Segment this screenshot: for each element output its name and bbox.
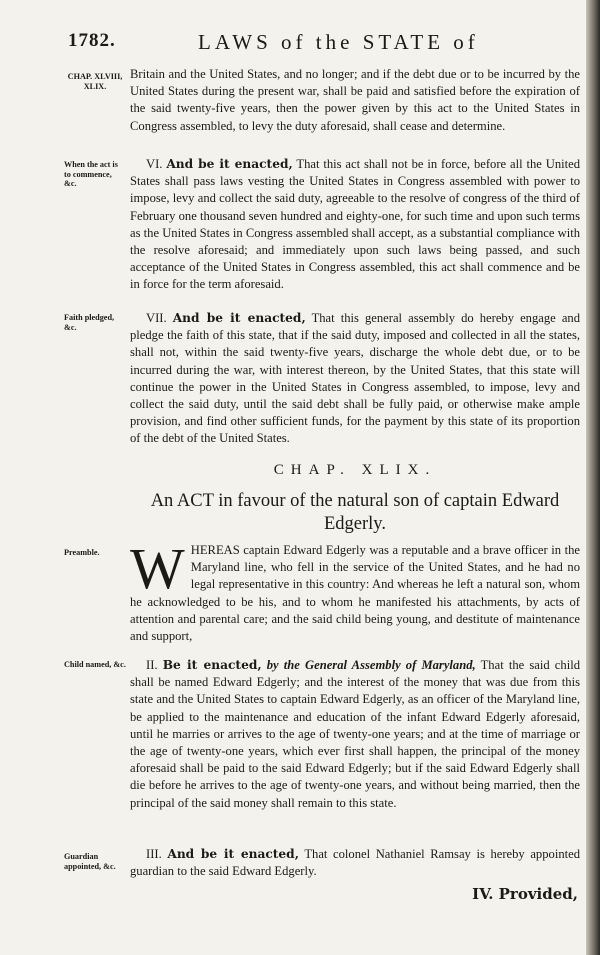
paragraph-continuation (130, 66, 580, 135)
book-spine-shadow (586, 0, 600, 955)
section-iii-text (130, 846, 580, 880)
margin-note-faith: Faith pledged, &c. (64, 313, 115, 332)
margin-note-child: Child named, &c. (64, 660, 126, 669)
section-ii (130, 657, 580, 812)
section-iii (130, 846, 580, 880)
section-vi-number: VI. (146, 157, 163, 171)
section-vi-lead: And be it enacted, (166, 157, 293, 171)
section-ii-lead: Be it enacted, (162, 658, 262, 672)
section-ii-number: II. (146, 658, 158, 672)
act-title: An ACT in favour of the natural son of captain Edward Edgerly. (150, 491, 560, 534)
paragraph-text: Britain and the United States, and no longer; and if the debt due or to be incurred by the United States during the present war, shall be paid and satisfied before the expiration of the said twenty-five years, then the power given by this act to the United States in Congress assembled, to levy the duty aforesaid, shall cease and determine. (130, 67, 580, 133)
page-year: 1782. (68, 30, 116, 51)
margin-note-preamble: Preamble. (64, 548, 100, 557)
margin-note-guardian: Guardian appointed, &c. (64, 852, 116, 871)
section-vii-lead: And be it enacted, (172, 311, 306, 325)
section-iii-lead: And be it enacted, (167, 847, 299, 861)
section-vii-text (130, 310, 580, 448)
section-vii-body: That this general assembly do hereby engage and pledge the faith of this state, that if the said duty, imposed and collected in all the states, shall not, within the said twenty-five years, discharge the whole debt due, or to be incurred during the war, with interest thereon, by the United States, that this state will continue the power in the United States in Congress assembled, to impose, levy and collect the said duty, until the said debt shall be fully paid, or otherwise make ample provision, and find other sufficient funds, for the payment by this state of its proportion of the debt of the United States. (130, 311, 581, 446)
section-vi (130, 156, 580, 294)
catchword: IV. Provided, (472, 885, 578, 903)
drop-cap: W (130, 536, 185, 601)
section-iii-number: III. (146, 847, 162, 861)
section-vi-body: That this act shall not be in force, before all the United States shall pass laws vesting the United States in Congress assembled with power to impose, levy and collect the said duty, agreeable to the resolve of congress of the third of February one thousand seven hundred and eighty-one, for such time and upon such terms as the United States in Congress assembled shall accept, as a substantial compliance with the resolve aforesaid; and immediately upon such laws being passed, and such acceptance of the United States in Congress assembled, this act shall commence and be in force for the term aforesaid. (130, 157, 580, 292)
section-vi-text (130, 156, 580, 294)
margin-note-commence: When the act is to commence, &c. (64, 160, 118, 189)
preamble-body: HEREAS captain Edward Edgerly was a reputable and a brave officer in the Maryland line, who fell in the service of the United States, and he had no legal representative in this country: And whereas he left a natural son, whom he acknowledged to be his, and to whom he manifested his attachments, by acts of attention and parental care; and the said child being young, and destitute of maintenance and support, (130, 543, 580, 644)
page-header (68, 30, 588, 58)
chapter-heading: CHAP. XLIX. (273, 462, 437, 478)
preamble-text (130, 536, 580, 645)
section-vii (130, 310, 580, 448)
section-vii-number: VII. (146, 311, 167, 325)
preamble (130, 536, 580, 645)
section-iii-body: That colonel Nathaniel Ramsay is hereby appointed guardian to the said Edward Edgerly. (130, 847, 581, 879)
running-title: LAWS of the STATE of (198, 30, 479, 54)
section-ii-body: That the said child shall be named Edward Edgerly; and the interest of the money that was due from this state and the United States to captain Edward Edgerly, as an officer of the Maryland line, be applied to the maintenance and education of the infant Edward Edgerly aforesaid, until he marries or arrives to the age of twenty-one years; and at the time of marriage or the age of twenty-one years, which ever first shall happen, the principal of the money aforesaid shall be paid to the said Edward Edgerly; but if the said Edward Edgerly shall die before he arrives to the age of twenty-one years, and without being married, then the principal of the said money shall remain to this state. (130, 658, 580, 810)
section-ii-text (130, 657, 580, 812)
section-ii-assembly: by the General Assembly of Maryland, (266, 658, 476, 672)
margin-note-chap: CHAP. XLVIII, XLIX. (67, 72, 123, 91)
